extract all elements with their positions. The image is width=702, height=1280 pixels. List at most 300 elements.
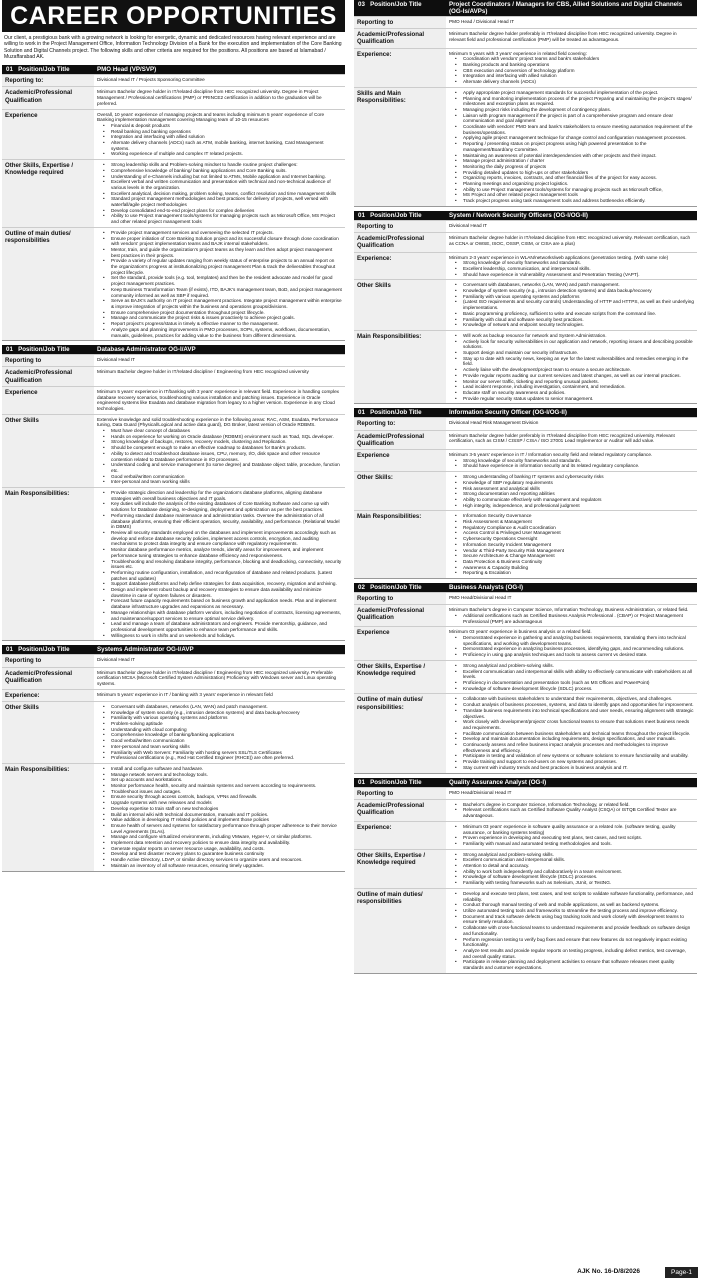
bullet-item: • Relevant certifications such as Certified Software Quality Analyst (CSQA) or ISTQB Certified Tester are advantageous. xyxy=(449,807,694,818)
bullet-item: • Problem-solving aptitude xyxy=(97,721,342,727)
position-label xyxy=(354,583,446,592)
bullet-item: • Regulatory Compliance & Audit Coordination xyxy=(449,525,694,531)
job-section xyxy=(2,345,345,641)
bullet-item: • Familiarity with testing frameworks such as Selenium, JUnit, or TestNG. xyxy=(449,880,694,886)
bullet-item: • Strong understanding of banking IT systems and cybersecurity risks xyxy=(449,474,694,480)
bullet-item: • Knowledge of system security (e.g., intrusion detection systems) and data backup/recovery xyxy=(97,710,342,716)
position-title-label: Position/Job Title xyxy=(18,66,70,74)
bullet-item: • Ability to work both independently and collaboratively in a team environment. xyxy=(449,869,694,875)
row-content xyxy=(94,488,345,640)
row-content xyxy=(446,472,697,510)
row-label: Experience: xyxy=(354,49,446,87)
bullet-item: • Build an internal wiki with technical documentation, manuals and IT policies. xyxy=(97,812,342,818)
bullet-item: • Analyze test results and provide regular reports on testing progress, including defect metrics, test coverage, and overall quality status. xyxy=(449,948,694,959)
bullet-item: • Attention to detail and accuracy. xyxy=(449,863,694,869)
bullet-item: • Strong analytical and problem-solving skills. xyxy=(449,663,694,669)
job-row-experience xyxy=(2,109,345,160)
row-label: Main Responsibilities: xyxy=(2,764,94,871)
bullet-item: • Keep Business Transformation Team (if exists), ITD, BAJK's management team, BoD, and project management community informed as well as SBP if required. xyxy=(97,287,342,298)
bullet-list xyxy=(449,513,694,576)
row-label: Academic/Professional Qualification xyxy=(354,29,446,47)
bullet-item: • Should be competent enough to make an effective roadmap to databases for Bank's products. xyxy=(97,445,342,451)
row-content xyxy=(94,75,345,86)
job-header xyxy=(2,345,345,354)
bullet-item: • Data Protection & Business Continuity xyxy=(449,559,694,565)
row-content xyxy=(446,788,697,799)
job-row-reporting-to xyxy=(354,592,697,604)
row-label: Main Responsibilities: xyxy=(2,488,94,640)
job-row-experience xyxy=(354,252,697,280)
job-row-experience xyxy=(2,689,345,701)
bullet-list xyxy=(449,282,694,328)
row-content xyxy=(94,87,345,108)
bullet-item: • Implement data retention and recovery policies to ensure data integrity and availability. xyxy=(97,840,342,846)
position-title-label: Position/Job Title xyxy=(18,646,70,654)
row-label: Academic/Professional Qualification xyxy=(354,605,446,626)
bullet-item: • Educate staff on security awareness and policies. xyxy=(449,390,694,396)
bullet-item: • Understanding with cloud computing xyxy=(97,727,342,733)
job-row-experience xyxy=(354,821,697,849)
bullet-item: • Collaborate with business stakeholders to understand their requirements, objectives, and challenges. xyxy=(449,696,694,702)
job-row-academic-professional-qualification xyxy=(2,667,345,689)
bullet-item: • Apply appropriate project management standards for successful implementation of the project. xyxy=(449,90,694,96)
bullet-item: • Manage and configure virtualized environments, including VMware, Hyper-V, or similar platforms. xyxy=(97,834,342,840)
bullet-item: • Familiarity with various operating systems and platforms xyxy=(449,294,694,300)
bullet-item: • Design and implement robust backup and recovery strategies to ensure data availability and minimize downtime in case of system failures or disasters. xyxy=(97,587,342,598)
bullet-item: • Report project's progress/status in timely & effective manner to the management. xyxy=(97,321,342,327)
bullet-item: • Demonstrated experience in gathering and analyzing business requirements, translating them into technical specifications, and working with development teams. xyxy=(449,635,694,646)
bullet-item: • Performing standard database maintenance and administration tasks. Oversee the administration of all database platforms, ensuring their efficient operation, security, availability, and performance. (Relational Model in DBMS) xyxy=(97,513,342,530)
bullet-item: • Develop and maintain documentation including requirements, design specifications, and user manuals. xyxy=(449,736,694,742)
bullet-item: • Troubleshooting and resolving database integrity, performance, blocking and deadlocking, connectivity, security issues etc. xyxy=(97,559,342,570)
bullet-list xyxy=(97,704,342,761)
bullet-item: • Inter-personal and team working skills xyxy=(97,744,342,750)
job-title: Database Administrator OG-I/AVP xyxy=(97,346,196,354)
bullet-item: • Organizing reports, invoices, contracts, and other financial files of the project for easy access. xyxy=(449,175,694,181)
bullet-item: • Knowledge of software development lifecycle (SDLC) processes. xyxy=(449,874,694,880)
right-column xyxy=(354,0,697,1263)
bullet-item: • Coordination with vendors' project teams and bank's stakeholders xyxy=(449,56,694,62)
row-content xyxy=(94,160,345,227)
bullet-item: • Comprehensive knowledge of banking/banking applications xyxy=(97,732,342,738)
position-count: 01 xyxy=(358,778,365,786)
bullet-item: • Utilize automated testing tools and frameworks to streamline the testing process and improve efficiency. xyxy=(449,908,694,914)
bullet-item: • Ensure proper initiation of Core Banking Solution project and its successful closure through close coordination with vendors' project implementation teams and BAJK internal stakeholders. xyxy=(97,236,342,247)
row-text: Minimum 5 years' experience in IT / banking with 3 years' experience in relevant field xyxy=(97,691,273,697)
job-row-academic-professional-qualification xyxy=(354,604,697,626)
bullet-item: • Proficiency in documentation and presentation tools (such as MS Offices and PowerPoint) xyxy=(449,680,694,686)
bullet-item: • Reporting / presenting status on project progress using high powered presentation to the management/Board/any Committee. xyxy=(449,141,694,152)
row-label: Other Skills, Expertise / Knowledge required xyxy=(354,661,446,694)
position-title-label: Position/Job Title xyxy=(370,1,422,8)
bullet-item: • Risk Assessment & Management xyxy=(449,519,694,525)
bullet-item: • Excellent communication and interpersonal skills with ability to effectively communicate with stakeholders at all levels. xyxy=(449,669,694,680)
row-label: Experience: xyxy=(2,690,94,701)
bullet-item: • Manage project administration / charter xyxy=(449,158,694,164)
bullet-item: • Stay up to date with security news, keeping an eye for the latest vulnerabilities and remedies emerging in the field. xyxy=(449,356,694,367)
row-label: Academic/Professional Qualification xyxy=(354,233,446,251)
bullet-item: • Analyze gaps and planning improvements in PMO processes, SOPs, systems, workflows, documentation, manuals, guidelines, practices for adding value to the business from different dimensions. xyxy=(97,327,342,338)
bullet-item: • Ensure comprehensive project documentation throughout project lifecycle. xyxy=(97,310,342,316)
bullet-item: • Ability to use Project management tools/systems for managing projects such as Microsoft Office, xyxy=(449,187,694,193)
bullet-item: • Knowledge of system security (e.g., intrusion detection systems) and data backup/recovery xyxy=(449,288,694,294)
row-content xyxy=(446,627,697,660)
bullet-item: • Strong leadership skills and Problem-solving mindset to handle routine project challenges: xyxy=(97,162,342,168)
row-label: Experience: xyxy=(354,822,446,849)
row-content xyxy=(94,690,345,701)
bullet-item: • Banking products and banking operations xyxy=(449,62,694,68)
bullet-item: • Integration and interfacing with allied solution xyxy=(97,134,342,140)
bullet-item: • Willingness to work in shifts and on weekends and holidays. xyxy=(97,633,342,639)
row-label: Outline of main duties/ responsibilities xyxy=(2,228,94,340)
bullet-list xyxy=(449,90,694,204)
bullet-item: • Provide project management services and overseeing the selected IT projects. xyxy=(97,230,342,236)
bullet-item: • Key duties will include the analysis of the existing databases of Core Banking Software and come up with solutions for Database designing, re-designing, deployment and optimization as per the best practices. xyxy=(97,501,342,512)
row-content xyxy=(446,694,697,772)
bullet-item: • Translate business requirements into technical specifications and user needs, ensuring alignment with strategic objectives. xyxy=(449,708,694,719)
job-row-reporting-to xyxy=(354,787,697,799)
bullet-item: • Provide regular security status updates to senior management. xyxy=(449,396,694,402)
job-row-academic-professional-qualification xyxy=(2,86,345,108)
job-row-other-skills-expertise-knowledge-required xyxy=(354,849,697,888)
bullet-item: • Familiarity with various operating systems and platforms xyxy=(97,715,342,721)
row-label: Main Responsibilities: xyxy=(354,331,446,403)
position-title-label: Position/Job Title xyxy=(370,584,422,592)
row-text: Minimum 5 years' experience in IT/banking with 3 years' experience in relevant field. Experience in handling complex database recovery scenarios, troubleshooting various installation and patching issues. Experience in Oracle engineered systems like Exadata and database migration from legacy to a higher version. Experience in any Cloud technologies. xyxy=(97,388,340,411)
row-label: Academic/Professional Qualification xyxy=(2,87,94,108)
job-title: System / Network Security Officers (OG-I/OG-II) xyxy=(449,211,588,219)
bullet-item: • Demonstrated experience in analyzing business processes, identifying gaps, and recommending solutions. xyxy=(449,646,694,652)
job-row-academic-professional-qualification xyxy=(354,232,697,251)
bullet-item: • Providing detailed updates to high-ups or other stakeholders xyxy=(449,170,694,176)
job-title: Systems Administrator OG-I/AVP xyxy=(97,646,194,654)
bullet-item: • Conduct analysis of business processes, systems, and data to identify gaps and opportunities for improvement. xyxy=(449,702,694,708)
position-title-label: Position/Job Title xyxy=(18,346,70,354)
bullet-item: • Cybersecurity Operations Oversight xyxy=(449,536,694,542)
bullet-item: • Conduct thorough manual testing of web and mobile applications, as well as backend systems. xyxy=(449,902,694,908)
position-count: 02 xyxy=(358,584,365,592)
row-label: Outline of main duties/ responsibilities: xyxy=(354,694,446,772)
bullet-item: • Support database platforms and help define strategies for data acquisition, recovery, migration and archiving. xyxy=(97,581,342,587)
row-label: Reporting to xyxy=(354,593,446,604)
job-row-main-responsibilities xyxy=(2,487,345,640)
row-content xyxy=(446,88,697,206)
bullet-item: • Strong knowledge of security frameworks and standards. xyxy=(449,260,694,266)
job-section xyxy=(354,778,697,974)
bullet-item: • Familiarity with cloud and software security best practices. xyxy=(449,317,694,323)
bullet-item: • MS Project and other related project management tools xyxy=(449,192,694,198)
bullet-item: • Forecast future capacity requirements based on business growth and application needs. Plan and implement database infrastructure upgrades and expansions as necessary. xyxy=(97,598,342,609)
intro-text: Our client, a prestigious bank with a growing network is looking for energetic, dynamic and dedicated resources having relevant experience and are willing to work in the Project Management Office, Information Technology Division of a Bank for the execution and implementation of the Core Banking Solution and Digital Channels project. The following skills and other criteria are required for the positions. All positions are based at Islamabad / Muzaffarabad AK. xyxy=(4,35,342,60)
bullet-item: • Develop consolidated end-to-end project plans for complex deliveries xyxy=(97,208,342,214)
row-label: Academic/Professional Qualification xyxy=(2,367,94,385)
bullet-item: • Must have clear concept of databases xyxy=(97,428,342,434)
row-text: PMO Head / Divisional Head IT xyxy=(449,19,515,24)
bullet-item: • Serve as BAJK's authority on IT project management practices. Integrate project management within enterprise & improve integration of projects within the business and operations groups/divisions. xyxy=(97,298,342,309)
bullet-list xyxy=(449,458,694,469)
bullet-item: • Strong knowledge of security frameworks and standards. xyxy=(449,458,694,464)
bullet-item: • Provide strategic direction and leadership for the organization's database platforms, aligning database strategies with overall business objectives and IT goals. xyxy=(97,490,342,501)
row-content xyxy=(94,355,345,366)
position-title-label: Position/Job Title xyxy=(370,778,422,786)
bullet-item: • Perform regression testing to verify bug fixes and ensure that new features do not negatively impact existing functionality. xyxy=(449,937,694,948)
row-content xyxy=(94,387,345,414)
row-label: Other Skills xyxy=(2,415,94,487)
bullet-item: • Professional certifications (e.g., Red Hat Certified Engineer (RHCE)) are often preferred. xyxy=(97,755,342,761)
bullet-item: • Manage relationships with database platform vendors, including negotiation of contracts, licensing agreements, and maintenance/support services to ensure optimal service delivery. xyxy=(97,610,342,621)
row-label: Other Skills xyxy=(354,280,446,330)
job-row-experience xyxy=(354,48,697,87)
bullet-item: • Familiarity with manual and automated testing methodologies and tools. xyxy=(449,841,694,847)
bullet-item: • Managing project risks including the development of contingency plans. xyxy=(449,107,694,113)
row-text: Divisional Head IT / Projects Sponsoring Committee xyxy=(97,77,205,83)
job-row-other-skills xyxy=(354,279,697,330)
bullet-item: • Generate regular reports on server resource usage, availability, and costs. xyxy=(97,846,342,852)
job-row-experience xyxy=(354,449,697,471)
bullet-item: • Access Control & Privileged User Management xyxy=(449,530,694,536)
bullet-list xyxy=(97,766,342,869)
job-row-academic-professional-qualification xyxy=(354,28,697,47)
row-content xyxy=(446,850,697,888)
bullet-item: • Good verbal/written communication xyxy=(97,738,342,744)
row-content xyxy=(446,253,697,280)
row-content xyxy=(446,800,697,821)
bullet-item: • Participate in release planning and deployment activities to ensure that software releases meet quality standards and customer expectations. xyxy=(449,959,694,970)
job-row-main-responsibilities xyxy=(2,763,345,871)
job-row-skills-and-main-responsibilities xyxy=(354,87,697,206)
job-title: Project Coordinators / Managers for CBS, Allied Solutions and Digital Channels (OG-Is/AVPs) xyxy=(449,1,683,15)
row-label: Experience: xyxy=(354,253,446,280)
position-title-label: Position/Job Title xyxy=(370,409,422,417)
row-content xyxy=(446,511,697,578)
bullet-item: • Bachelor's degree in Computer Science, Information Technology, or related field. xyxy=(449,802,694,808)
job-row-other-skills-expertise-knowledge-required xyxy=(2,159,345,227)
job-row-reporting-to xyxy=(354,417,697,429)
bullet-item: • Monitor performance health, security and maintain systems and servers according to requirements. xyxy=(97,783,342,789)
row-label: Reporting to xyxy=(354,788,446,799)
row-label: Academic/Professional Qualification xyxy=(354,431,446,449)
row-text: Extensive knowledge and solid troubleshooting experience in the following areas: RAC, ASM, Exadata, Performance tuning, Data Guard (Physical/Logical and active data guard), DG Broker, latest version of Oracle RDBMS. xyxy=(97,416,339,428)
row-content xyxy=(446,450,697,471)
job-section xyxy=(2,645,345,871)
bullet-item: • Conversant with databases, networks (LAN, WAN) and patch management. xyxy=(449,282,694,288)
row-label: Outline of main duties/ responsibilities xyxy=(354,889,446,973)
bullet-item: • Planning meetings and organizing project logistics. xyxy=(449,181,694,187)
row-content xyxy=(94,764,345,871)
row-label: Other Skills, Expertise / Knowledge required xyxy=(354,850,446,888)
position-count: 01 xyxy=(6,66,13,74)
bullet-item: • Excellent analytical, decision making, problem solving, teams, conflict resolution and time management skills xyxy=(97,191,342,197)
bullet-item: • Develop and test disaster recovery plans to guarantee business continuity xyxy=(97,851,342,857)
row-text: Minimum Bachelor degree holder in IT/related discipline / Engineering from HEC recognized university. Preferable certification MCSA (Microsoft Certified System Administration) Proficiency with Windows server and Linux operating systems. xyxy=(97,669,337,686)
bullet-item: • Monitor our server traffic, ticketing and reporting unusual packets. xyxy=(449,379,694,385)
bullet-item: • Ability to communicate effectively with management and regulators xyxy=(449,497,694,503)
row-content xyxy=(446,49,697,87)
bullet-item: • Participate in testing and validation of new systems or software solutions to ensure functionality and usability. xyxy=(449,753,694,759)
row-content xyxy=(446,661,697,694)
position-label xyxy=(2,345,94,354)
bullet-item: • Minimum 03 years' experience in software quality assurance or a related role. (software testing, quality assurance, or banking systems testing) xyxy=(449,824,694,835)
bullet-item: • Set up accounts and workstations. xyxy=(97,777,342,783)
job-row-other-skills xyxy=(354,471,697,510)
bullet-item: • Install and configure software and hardware. xyxy=(97,766,342,772)
job-section xyxy=(354,583,697,773)
bullet-item: • Document and track software defects using bug tracking tools and work closely with development teams to ensure timely resolution. xyxy=(449,914,694,925)
bullet-item: • Coordinate with vendors' PMO team and bank's stakeholders to ensure meeting automation requirement of the business/operations. xyxy=(449,124,694,135)
row-label: Reporting to: xyxy=(354,418,446,429)
row-content xyxy=(446,280,697,330)
row-content xyxy=(446,889,697,973)
row-text: PMO Head/Divisional Head IT xyxy=(449,789,512,795)
job-row-experience xyxy=(2,386,345,414)
row-content xyxy=(94,702,345,763)
bullet-item: • Should have experience in information security and its related regulatory compliance. xyxy=(449,463,694,469)
bullet-item: • Maintain an inventory of all software resources, ensuring timely upgrades. xyxy=(97,863,342,869)
bullet-item: • Inter-personal and team working skills xyxy=(97,479,342,485)
row-text: Divisional Head IT xyxy=(449,222,488,228)
bullet-item: • Working experience of multiple and complex IT related projects. xyxy=(97,151,342,157)
job-row-reporting-to xyxy=(354,16,697,28)
bullet-item: • Understand coding and service management (to some degree) and Database object table, procedure, function etc. xyxy=(97,462,342,473)
job-row-main-responsibilities xyxy=(354,510,697,578)
position-label xyxy=(354,778,446,787)
bullet-item: • Integration and interfacing with allied solution xyxy=(449,73,694,79)
bullet-list xyxy=(97,230,342,338)
bullet-item: • Additional certifications such as Certified Business Analysis Professional . (CBAP) or Project Management Professional (PMP) are advantageous xyxy=(449,613,694,624)
bullet-item: • Provide regular reports auditing our current services and latest changes, as well as our internal practices. xyxy=(449,373,694,379)
bullet-item: • Knowledge of SBP regulatory requirements xyxy=(449,480,694,486)
bullet-item: • Develop and execute test plans, test cases, and test scripts to validate software functionality, performance, and reliability. xyxy=(449,891,694,902)
row-content xyxy=(446,233,697,251)
bullet-item: • Conversant with databases, networks (LAN, WAN) and patch management. xyxy=(97,704,342,710)
row-label: Experience xyxy=(354,450,446,471)
bullet-item: • Familiarity with Web Servers: Familiarity with hosting servers SSL/TLS Certificates xyxy=(97,750,342,756)
row-label: Reporting to xyxy=(354,221,446,232)
position-count: 01 xyxy=(358,211,365,219)
right-job-list xyxy=(354,0,697,974)
job-section xyxy=(354,408,697,579)
row-label: Reporting to: xyxy=(2,75,94,86)
job-section xyxy=(2,65,345,341)
bullet-list xyxy=(449,663,694,692)
bullet-item: • Risk assessment and analytical skills xyxy=(449,486,694,492)
bullet-item: • Information Security Governance xyxy=(449,513,694,519)
bullet-item: • Provide training and support to end-users on new systems and processes. xyxy=(449,759,694,765)
bullet-item: • Hands on experience for working on Oracle database (RDBMS) environment such as Toad, SQL developer. xyxy=(97,434,342,440)
job-row-main-responsibilities xyxy=(354,330,697,403)
bullet-item: • Vendor & Third-Party Security Risk Management xyxy=(449,548,694,554)
bullet-item: • Collaborate with cross-functional teams to understand requirements and provide feedback on software design and functionality. xyxy=(449,925,694,936)
job-section xyxy=(354,0,697,207)
bullet-item: • Strong documentation and reporting abilities xyxy=(449,491,694,497)
row-text: Minimum Bachelor degree holder in IT/related discipline / Engineering from HEC recognized university xyxy=(97,369,309,375)
bullet-item: • Liaison with program management if the project is part of a comprehensive program and ensure clear communication and goal alignment xyxy=(449,113,694,124)
row-content xyxy=(94,415,345,487)
row-text: Minimum Bachelor's degree in Computer Science, Information Technology, Business Administration, or related field. xyxy=(449,607,689,613)
bullet-item: • Mentor, train, and guide the organization's project teams as they learn and then adopt project management best practices in their projects. xyxy=(97,247,342,258)
bullet-item: • Alternate delivery channels (ADCs) xyxy=(449,79,694,85)
position-count: 01 xyxy=(6,646,13,654)
position-label xyxy=(354,211,446,220)
bullet-item: • Lead and manage a team of database administrators and engineers. Provide mentorship, guidance, and professional development opportunities to enhance team performance and skills. xyxy=(97,621,342,632)
bullet-item: • Proficiency in using gap analysis techniques and tools to assess current vs desired state. xyxy=(449,652,694,658)
bullet-item: • Upgrade systems with new releases and models xyxy=(97,800,342,806)
left-column xyxy=(2,0,345,1263)
bullet-list xyxy=(97,428,342,485)
bullet-item: • Strong knowledge of backups, restores, recovery models, clustering and Replication. xyxy=(97,439,342,445)
row-text: PMO Head/Divisional Head IT xyxy=(449,595,512,601)
bullet-item: • Reporting & Escalation xyxy=(449,570,694,576)
bullet-item: • Will work as backup resource for network and System Administration. xyxy=(449,333,694,339)
bullet-item: • Lead incident response, including investigation, containment, and remediation. xyxy=(449,384,694,390)
job-row-reporting-to xyxy=(2,354,345,366)
job-section xyxy=(354,211,697,404)
row-text: Divisional Head Risk Management Division xyxy=(449,420,539,426)
bullet-item: • Maintaining an awareness of potential interdependencies with other projects and their impact. xyxy=(449,153,694,159)
row-label: Experience xyxy=(2,387,94,414)
job-row-experience xyxy=(354,626,697,660)
bullet-item: • Work closely with development/projects' cross functional teams to ensure that solutions meet business needs and requirements. xyxy=(449,719,694,730)
bullet-item: • Ensure health of servers and systems for satisfactory performance through proper adherence to their Service Level Agreements (SLAs). xyxy=(97,823,342,834)
bullet-list xyxy=(449,474,694,508)
bullet-list xyxy=(449,802,694,819)
bullet-item: • Financial & deposit products xyxy=(97,123,342,129)
bullet-item: • Monitoring the daily progress of projects xyxy=(449,164,694,170)
row-text: Minimum 3-5 years' experience in IT / Information security field and related regulatory compliance. xyxy=(449,451,653,457)
page-title: CAREER OPPORTUNITIES xyxy=(2,0,345,32)
job-title: Quality Assurance Analyst (OG-I) xyxy=(449,778,547,786)
bullet-item: • High integrity, independence, and professional judgment xyxy=(449,503,694,509)
bullet-item: • (Latest ISO requirements and security controls) Understanding of HTTP and HTTPS, as well as their underlying implementations. xyxy=(449,299,694,310)
row-content xyxy=(94,110,345,160)
bullet-item: • Monitor database performance metrics, analyze trends, identify areas for improvement, and implement performance tuning strategies to enhance database efficiency and responsiveness. xyxy=(97,547,342,558)
row-content xyxy=(446,17,697,28)
bullet-item: • Good verbal/written communication xyxy=(97,474,342,480)
row-text: Minimum 03 years' experience in business analysis or a related field. xyxy=(449,629,592,635)
bullet-list xyxy=(97,162,342,225)
bullet-list xyxy=(449,891,694,971)
position-label xyxy=(2,65,94,74)
bullet-item: • Comprehensive knowledge of banking/ banking applications and Core Banking suits. xyxy=(97,168,342,174)
bullet-item: • Actively liaise with the development/project team to ensure a secure architecture. xyxy=(449,367,694,373)
bullet-item: • Ability to use Project management tools/systems for managing projects such as Microsoft Office, MS Project and other related project management tools xyxy=(97,213,342,224)
job-header xyxy=(354,778,697,787)
row-content xyxy=(94,367,345,385)
bullet-item: • Support design and maintain our security infrastructure. xyxy=(449,350,694,356)
row-text: Minimum 5 years with 3 years' experience in related field covering: xyxy=(449,50,587,56)
ad-reference-code: AJK No. 16-D/8/2026 xyxy=(577,1268,640,1275)
bullet-item: • Excellent leadership, communication, and interpersonal skills. xyxy=(449,266,694,272)
bullet-list xyxy=(449,56,694,85)
bullet-list xyxy=(449,613,694,624)
position-title-label: Position/Job Title xyxy=(370,211,422,219)
job-header xyxy=(2,645,345,654)
row-content xyxy=(446,822,697,849)
row-content xyxy=(446,431,697,449)
job-row-reporting-to xyxy=(2,74,345,86)
bullet-item: • Should have experience in Vulnerability Assessment and Penetration Testing (VAPT). xyxy=(449,272,694,278)
job-row-academic-professional-qualification xyxy=(2,366,345,385)
job-row-outline-of-main-duties-responsibilities xyxy=(354,693,697,772)
bullet-item: • Applying agile project management technique for change control and configuration management processes. xyxy=(449,135,694,141)
row-content xyxy=(94,668,345,689)
job-row-reporting-to xyxy=(354,220,697,232)
bullet-item: • Basic programming proficiency, sufficient to write and execute scripts from the command line. xyxy=(449,311,694,317)
job-row-other-skills xyxy=(2,701,345,763)
bullet-item: • Review all security standards employed on the databases and implement improvements accordingly such as develop and enforce database security policies, implement access controls, encryption, and auditing mechanisms to protect data integrity and ensure compliance with regulatory requirements. xyxy=(97,530,342,547)
bullet-list xyxy=(449,852,694,886)
bullet-list xyxy=(449,696,694,770)
